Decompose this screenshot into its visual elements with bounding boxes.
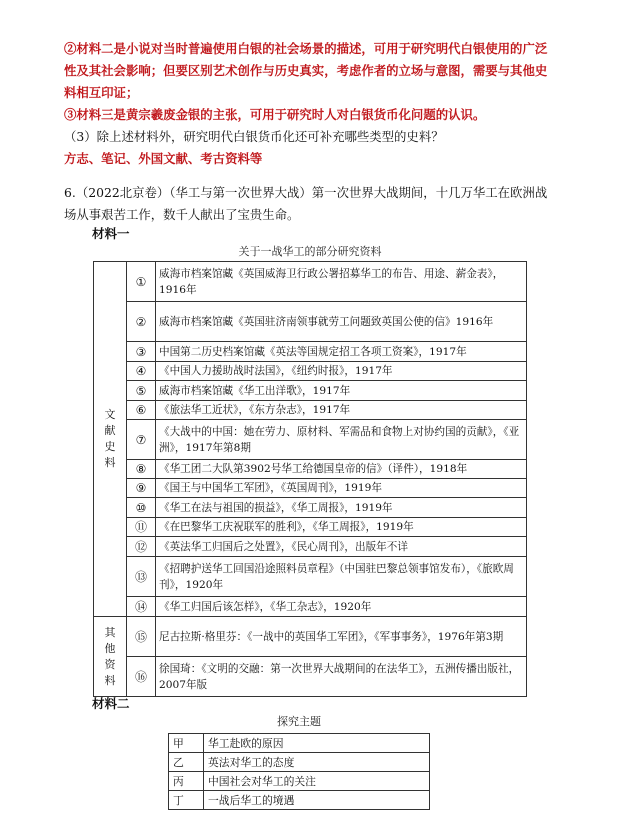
row-text: 《华工归国后该怎样》，《华工杂志》，1920年	[156, 597, 527, 617]
topic-key: 丁	[169, 791, 204, 810]
topic-key: 丙	[169, 772, 204, 791]
row-number: ⑤	[127, 381, 156, 401]
topic-key: 乙	[169, 753, 204, 772]
table-row	[94, 262, 527, 302]
row-number: ⑪	[127, 518, 156, 537]
row-number: ⑮	[127, 617, 156, 657]
row-text: 威海市档案馆藏《英国驻济南领事就劳工问题致英国公使的信》1916年	[156, 302, 527, 342]
answer-point-3: ③材料三是黄宗羲废金银的主张，可用于研究时人对白银货币化问题的认识。	[64, 107, 486, 122]
table-row	[94, 342, 527, 362]
category-label: 文献史料	[104, 408, 116, 469]
row-text: 中国第二历史档案馆藏《英法等国规定招工各项工资案》，1917年	[156, 342, 527, 362]
question-6-stem: 6.（2022北京卷）（华工与第一次世界大战）第一次世界大战期间，十几万华工在欧洲战场从事艰苦工作，数千人献出了宝贵生命。	[64, 185, 548, 222]
row-number: ⑫	[127, 537, 156, 557]
answer-3: 方志、笔记、外国文献、考古资料等	[64, 151, 263, 166]
topic-text: 一战后华工的境遇	[204, 791, 430, 810]
table-row	[169, 791, 430, 810]
row-number: ①	[127, 262, 156, 302]
row-text: 《中国人力援助战时法国》，《纽约时报》，1917年	[156, 362, 527, 381]
category-label: 其他资料	[104, 625, 116, 687]
research-materials-table	[93, 261, 527, 697]
table-row	[94, 498, 527, 518]
topic-text: 华工赴欧的原因	[204, 734, 430, 753]
row-text: 《大战中的中国：她在劳力、原材料、军需品和食物上对协约国的贡献》，《亚洲》，1917年第8期	[156, 420, 527, 460]
row-text: 威海市档案馆藏《华工出洋歌》，1917年	[156, 381, 527, 401]
table-2-caption: 探究主题	[277, 715, 321, 728]
row-text: 《旅法华工近状》，《东方杂志》，1917年	[156, 401, 527, 420]
row-text: 徐国琦：《文明的交融：第一次世界大战期间的在法华工》，五洲传播出版社，2007年版	[156, 657, 527, 697]
research-topics-table	[168, 733, 430, 810]
row-number: ⑩	[127, 498, 156, 518]
row-text: 《华工团二大队第3902号华工给德国皇帝的信》（译件），1918年	[156, 460, 527, 479]
row-text: 尼古拉斯·格里芬：《一战中的英国华工军团》，《军事事务》，1976年第3期	[156, 617, 527, 657]
row-number: ⑯	[127, 657, 156, 697]
row-number: ⑭	[127, 597, 156, 617]
row-number: ⑨	[127, 479, 156, 498]
table-row	[94, 617, 527, 657]
table-row	[94, 657, 527, 697]
row-number: ⑬	[127, 557, 156, 597]
topic-key: 甲	[169, 734, 204, 753]
row-text: 威海市档案馆藏《英国威海卫行政公署招募华工的布告、用途、薪金表》，1916年	[156, 262, 527, 302]
table-row	[94, 597, 527, 617]
topic-text: 中国社会对华工的关注	[204, 772, 430, 791]
row-number: ③	[127, 342, 156, 362]
row-text: 《国王与中国华工军团》，《英国周刊》，1919年	[156, 479, 527, 498]
row-number: ⑦	[127, 420, 156, 460]
material-1-label: 材料一	[92, 226, 130, 241]
table-row	[94, 420, 527, 460]
category-documents	[94, 262, 127, 617]
answer-point-2: ②材料二是小说对当时普遍使用白银的社会场景的描述，可用于研究明代白银使用的广泛性及其社会影响；但要区别艺术创作与历史真实，考虑作者的立场与意图，需要与其他史料相互印证；	[64, 41, 548, 100]
table-row	[94, 537, 527, 557]
table-row	[94, 479, 527, 498]
topic-text: 英法对华工的态度	[204, 753, 430, 772]
table-row	[94, 381, 527, 401]
row-number: ④	[127, 362, 156, 381]
row-text: 《招聘护送华工回国沿途照料员章程》（中国驻巴黎总领事馆发布），《旅欧周刊》，1920年	[156, 557, 527, 597]
category-other	[94, 617, 127, 697]
row-number: ⑥	[127, 401, 156, 420]
row-number: ⑧	[127, 460, 156, 479]
row-number: ②	[127, 302, 156, 342]
table-row	[94, 401, 527, 420]
question-3: （3）除上述材料外，研究明代白银货币化还可补充哪些类型的史料？	[64, 129, 444, 144]
table-row	[169, 753, 430, 772]
table-row	[169, 772, 430, 791]
table-row	[94, 362, 527, 381]
table-row	[94, 460, 527, 479]
row-text: 《在巴黎华工庆祝联军的胜利》，《华工周报》，1919年	[156, 518, 527, 537]
table-row	[94, 557, 527, 597]
row-text: 《华工在法与祖国的损益》，《华工周报》，1919年	[156, 498, 527, 518]
table-row	[169, 734, 430, 753]
row-text: 《英法华工归国后之处置》，《民心周刊》，出版年不详	[156, 537, 527, 557]
table-1-caption: 关于一战华工的部分研究资料	[238, 245, 382, 258]
material-2-label: 材料二	[92, 696, 130, 711]
table-row	[94, 518, 527, 537]
table-row	[94, 302, 527, 342]
